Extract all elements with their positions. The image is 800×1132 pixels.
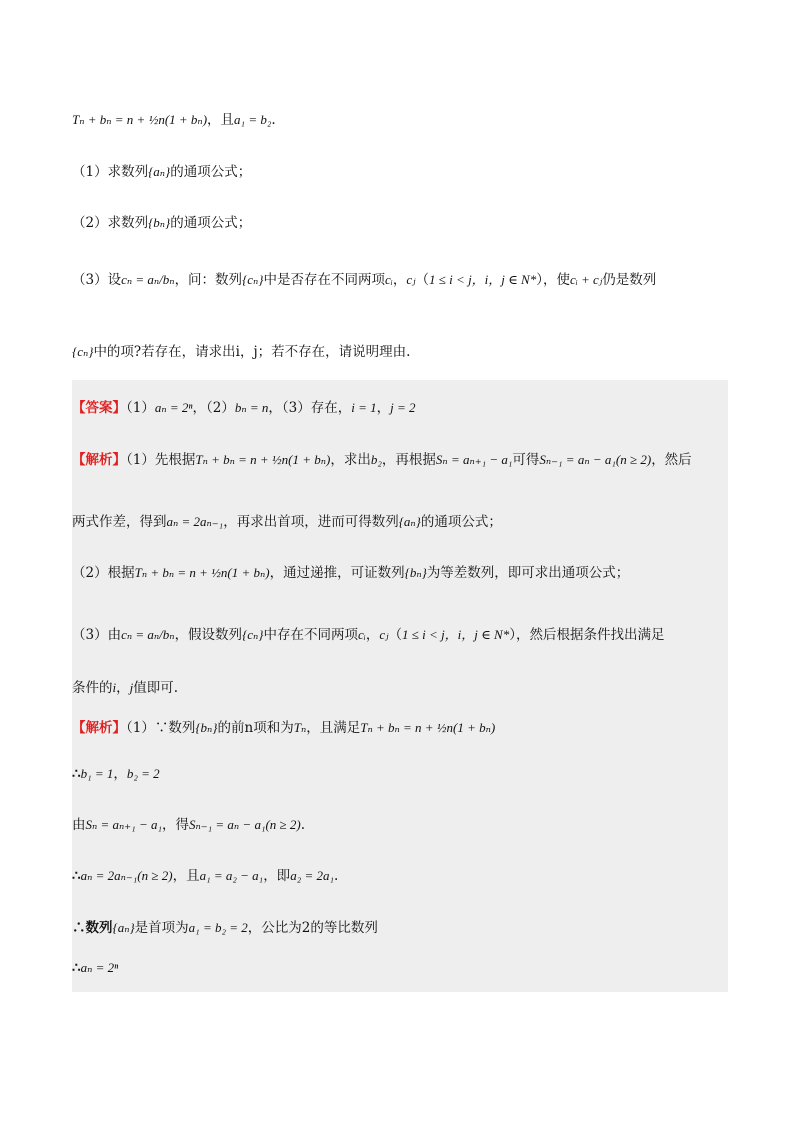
formula: cᵢ xyxy=(358,627,366,642)
formula: bₙ = n xyxy=(234,400,269,415)
text: 中存在不同两项 xyxy=(263,627,358,643)
text: 中是否存在不同两项 xyxy=(263,272,385,288)
text: 的前n项和为 xyxy=(217,720,294,736)
formula: aₙ = 2aₙ₋₁(n ≥ 2) xyxy=(80,868,173,883)
text: ，且 xyxy=(172,868,200,884)
text: （2）求数列 xyxy=(72,215,149,231)
text: （3）设 xyxy=(72,272,122,288)
formula: cₙ = aₙ/bₙ xyxy=(121,627,175,642)
text: ， xyxy=(365,627,380,643)
text: 的通项公式； xyxy=(420,514,502,530)
analysis2-line2 xyxy=(72,762,740,782)
formula: {aₙ} xyxy=(148,164,171,179)
answer-tag: 【答案】 xyxy=(72,400,126,416)
formula: cᵢ + cⱼ xyxy=(569,272,603,287)
text: 为等差数列，即可求出通项公式； xyxy=(426,565,630,581)
analysis2-line4 xyxy=(72,864,740,884)
text: ， xyxy=(392,272,407,288)
text: ，再求出首项，进而可得数列 xyxy=(223,514,399,530)
answer-line xyxy=(72,396,740,416)
text: ，假设数列 xyxy=(174,627,243,643)
analysis2-line3 xyxy=(72,813,740,833)
analysis1-line3 xyxy=(72,561,740,581)
formula: cⱼ xyxy=(406,272,416,287)
text: ，然后 xyxy=(651,452,692,468)
analysis-tag: 【解析】 xyxy=(72,452,126,468)
analysis-tag: 【解析】 xyxy=(72,720,126,736)
formula: {aₙ} xyxy=(112,920,135,935)
text: 仍是数列 xyxy=(602,272,657,288)
formula: b₂ = 2 xyxy=(126,766,160,781)
formula: Sₙ = aₙ₊₁ − a₁ xyxy=(85,817,162,832)
formula: aₙ = 2aₙ₋₁ xyxy=(166,514,224,529)
text: ），使 xyxy=(536,272,570,288)
text: ，求出 xyxy=(330,452,371,468)
text: ∴ xyxy=(72,766,81,782)
analysis2-line6 xyxy=(72,960,740,976)
text: ，（2） xyxy=(192,400,235,416)
formula: i = 1 xyxy=(351,400,377,415)
text: 值即可. xyxy=(133,680,179,696)
text: （1）先根据 xyxy=(126,452,196,468)
text: 由 xyxy=(72,817,86,833)
formula: Tₙ + bₙ = n + ½n(1 + bₙ) xyxy=(195,452,331,467)
text: ， xyxy=(113,766,127,782)
formula: Tₙ + bₙ = n + ½n(1 + bₙ) xyxy=(134,565,270,580)
formula: i xyxy=(112,680,117,695)
text: （1） xyxy=(126,400,155,416)
formula: {bₙ} xyxy=(404,565,427,580)
text: ），然后根据条件找出满足 xyxy=(509,627,665,643)
formula: 1 ≤ i < j，i，j ∈ N* xyxy=(429,272,537,287)
text: 条件的 xyxy=(72,680,113,696)
text: ，且 xyxy=(207,112,235,128)
formula: Tₙ + bₙ = n + ½n(1 + bₙ) xyxy=(72,112,208,127)
analysis1-line5 xyxy=(72,676,740,696)
text: ∴数列 xyxy=(72,920,113,936)
formula: {bₙ} xyxy=(195,720,218,735)
formula: {cₙ} xyxy=(242,272,264,287)
text: ∴ xyxy=(72,960,81,976)
text: 两式作差，得到 xyxy=(72,514,167,530)
formula: {cₙ} xyxy=(72,344,94,359)
text: ，（3）存在， xyxy=(268,400,352,416)
formula: a₁ = b₂ xyxy=(234,112,272,127)
formula: b₂ xyxy=(370,452,382,467)
formula: Tₙ xyxy=(293,720,307,735)
formula: Sₙ₋₁ = aₙ − a₁(n ≥ 2) xyxy=(539,452,652,467)
text: . xyxy=(300,817,306,833)
text: 可得 xyxy=(512,452,540,468)
text: 是首项为 xyxy=(134,920,189,936)
formula: j xyxy=(129,680,134,695)
formula: {bₙ} xyxy=(148,215,171,230)
text: ，再根据 xyxy=(381,452,436,468)
analysis1-line2 xyxy=(72,510,740,530)
text: ， xyxy=(376,400,391,416)
formula: Sₙ = aₙ₊₁ − a₁ xyxy=(435,452,513,467)
analysis1-line1 xyxy=(72,448,740,468)
intro-line xyxy=(72,108,740,128)
text: ，且满足 xyxy=(306,720,361,736)
text: 的通项公式； xyxy=(170,215,252,231)
question-1 xyxy=(72,160,740,180)
formula: a₁ = a₂ − a₁ xyxy=(199,868,264,883)
text: 中的项?若存在，请求出i，j；若不存在，请说明理由. xyxy=(93,344,411,360)
text: （ xyxy=(415,272,430,288)
text: （3）由 xyxy=(72,627,122,643)
text: ，公比为2的等比数列 xyxy=(247,920,378,936)
formula: j = 2 xyxy=(390,400,416,415)
text: （2）根据 xyxy=(72,565,135,581)
formula: aₙ = 2ⁿ xyxy=(80,960,119,975)
formula: Tₙ + bₙ = n + ½n(1 + bₙ) xyxy=(360,720,496,735)
formula: {cₙ} xyxy=(242,627,264,642)
analysis2-line1 xyxy=(72,716,740,736)
text: （ xyxy=(388,627,403,643)
formula: {aₙ} xyxy=(398,514,421,529)
formula: 1 ≤ i < j，i，j ∈ N* xyxy=(402,627,510,642)
text: 的通项公式； xyxy=(170,164,252,180)
text: ，得 xyxy=(161,817,189,833)
analysis1-line4 xyxy=(72,623,740,643)
formula: cᵢ xyxy=(385,272,393,287)
text: ，即 xyxy=(263,868,291,884)
formula: cₙ = aₙ/bₙ xyxy=(121,272,175,287)
formula: b₁ = 1 xyxy=(80,766,114,781)
text: （1）∵数列 xyxy=(126,720,196,736)
text: . xyxy=(334,868,339,884)
text: ，问：数列 xyxy=(174,272,243,288)
formula: Sₙ₋₁ = aₙ − a₁(n ≥ 2) xyxy=(188,817,301,832)
question-3 xyxy=(72,268,740,288)
question-2 xyxy=(72,211,740,231)
text: ， xyxy=(116,680,130,696)
text: ，通过递推，可证数列 xyxy=(269,565,405,581)
analysis2-line5 xyxy=(72,916,740,936)
question-3-line2 xyxy=(72,340,740,360)
formula: a₁ = b₂ = 2 xyxy=(188,920,248,935)
text: . xyxy=(271,112,276,128)
formula: a₂ = 2a₁ xyxy=(290,868,334,883)
formula: aₙ = 2ⁿ xyxy=(154,400,193,415)
formula: cⱼ xyxy=(379,627,389,642)
text: （1）求数列 xyxy=(72,164,149,180)
text: ∴ xyxy=(72,868,81,884)
